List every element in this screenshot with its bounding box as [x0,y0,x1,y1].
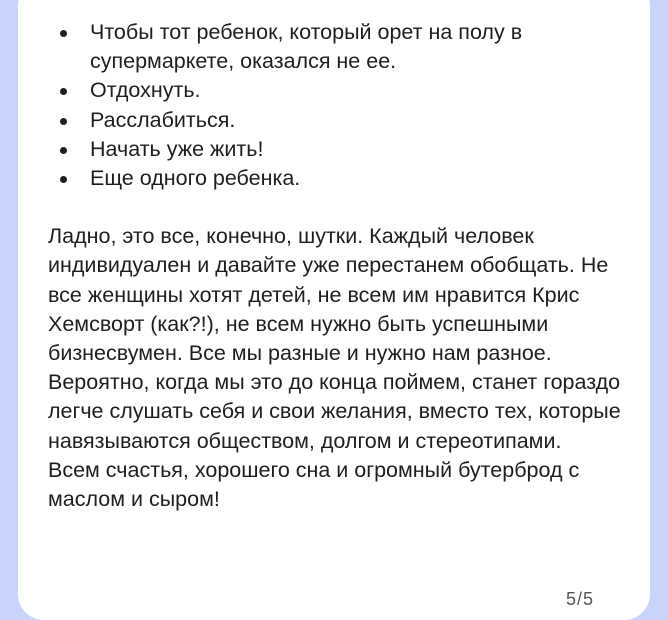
paragraph: Ладно, это все, конечно, шутки. Каждый человек индивидуален и давайте уже перестанем обобщать. Не все женщины хотят детей, не всем им нравится Крис Хемсворт (как?!), не всем нужно быть успешными бизнесвумен. Все мы разные и нужно нам разное. [48,224,609,366]
list-item: Начать уже жить! [48,135,638,164]
paragraph: Всем счастья, хорошего сна и огромный бутерброд с маслом и сыром! [48,457,580,512]
page-indicator: 5/5 [566,589,595,609]
wish-list [48,18,638,193]
list-item: Еще одного ребенка. [48,164,638,193]
list-item: Отдохнуть. [48,76,638,105]
list-item: Расслабиться. [48,106,638,135]
article-content [48,18,638,514]
list-item: Чтобы тот ребенок, который орет на полу в супермаркете, оказался не ее. [48,18,638,76]
spacer [48,193,638,222]
paragraph: Вероятно, когда мы это до конца поймем, станет гораздо легче слушать себя и свои желания, вместо тех, которые навязываются обществом, долгом и стереотипами. [48,370,621,453]
